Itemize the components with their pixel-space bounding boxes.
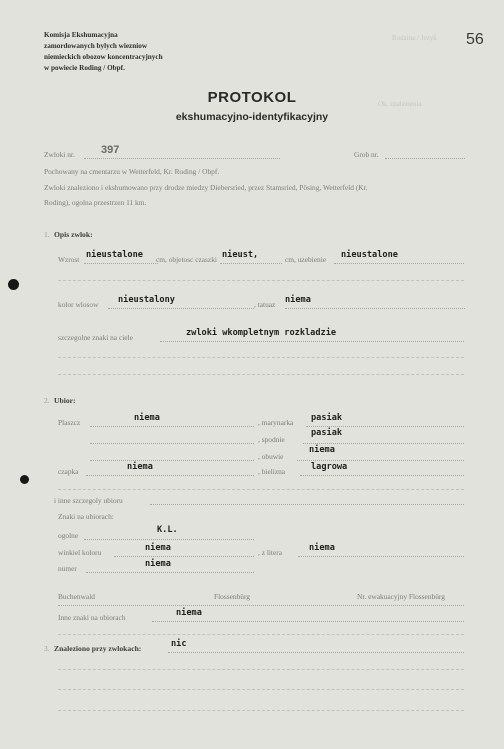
burial-text: Pochowany na cmentarzu w Wetterfeld, Kr. Roding / Obpf.	[44, 167, 220, 176]
clothing-marks-heading: Znaki na ubiorach:	[58, 512, 114, 521]
section3-number: 3.	[44, 644, 50, 653]
faint-note: Ok. znalezienia	[378, 100, 422, 108]
found-text-2: Roding), ogolna przestrzen 11 km.	[44, 198, 147, 207]
hair-color-value: nieustalony	[118, 295, 175, 305]
underwear-value: lagrowa	[311, 462, 348, 472]
jacket-value: pasiak	[311, 413, 343, 423]
cap-value: niema	[127, 462, 153, 472]
coat-value: niema	[134, 413, 160, 423]
triangle-color-value: niema	[145, 543, 171, 553]
other-clothing-marks-label: Inne znaki na ubiorach	[58, 613, 126, 622]
camp-buchenwald: Buchenwald	[58, 592, 95, 601]
document-subtitle: ekshumacyjno-identyfikacyjny	[175, 111, 329, 123]
body-number-label: Zwloki nr.	[44, 150, 75, 159]
general-marks-value: K.L.	[157, 525, 178, 535]
faint-stamp: Rodzina / Jezyk	[392, 34, 437, 42]
document-title: PROTOKOL	[207, 89, 297, 106]
coat-label: Plaszcz	[58, 418, 81, 427]
number-label: numer	[58, 564, 77, 573]
section1-number: 1.	[44, 230, 50, 239]
institution-line-1: Komisja Ekshumacyjna	[44, 31, 118, 39]
items-found-value: nic	[171, 639, 187, 649]
teeth-label: cm, uzebienie	[285, 255, 327, 264]
tattoo-label: , tatuaz	[254, 300, 276, 309]
shoes-value: niema	[309, 445, 335, 455]
tattoo-value: niema	[285, 295, 311, 305]
distinctive-marks-value: zwloki wkompletnym rozkladzie	[186, 328, 337, 338]
evacuation-number-label: Nr. ewakuacyjny Flossenbürg	[357, 592, 445, 601]
section2-heading: Ubior:	[54, 396, 76, 405]
height-unit-label: cm, objetosc czaszki	[156, 255, 217, 264]
letter-label: , z litera	[258, 548, 283, 557]
body-number-value: 397	[101, 144, 120, 156]
jacket-label: , marynarka	[258, 418, 294, 427]
section1-heading: Opis zwlok:	[54, 230, 93, 239]
hair-color-label: kolor wlosow	[58, 300, 99, 309]
section2-number: 2.	[44, 396, 50, 405]
teeth-value: nieustalone	[341, 250, 398, 260]
page-number: 56	[466, 31, 484, 48]
cap-label: czapka	[58, 467, 79, 476]
shoes-label: , obuwie	[258, 452, 284, 461]
letter-value: niema	[309, 543, 335, 553]
camp-flossenburg: Flossenbürg	[214, 592, 251, 601]
triangle-color-label: winkiel koloru	[58, 548, 102, 557]
grave-number-label: Grob nr.	[354, 150, 379, 159]
institution-line-3: niemieckich obozow koncentracyjnych	[44, 53, 163, 61]
skull-value: nieust,	[222, 250, 259, 260]
distinctive-marks-label: szczegolne znaki na ciele	[58, 333, 133, 342]
binder-hole-bottom	[20, 475, 29, 484]
binder-hole-top	[8, 279, 19, 290]
number-value: niema	[145, 559, 171, 569]
height-label: Wzrost	[58, 255, 80, 264]
section3-heading: Znaleziono przy zwlokach:	[54, 644, 142, 653]
found-text-1: Zwloki znaleziono i ekshumowano przy drodze miedzy Diebersried, przez Stamsried, Pösing, Wetterfeld (Kr.	[44, 183, 368, 192]
other-clothing-label: i inne szczegoly ubioru	[54, 496, 123, 505]
general-marks-label: ogolne	[58, 531, 79, 540]
institution-line-2: zamordowanych bylych wiezniow	[44, 42, 148, 50]
other-clothing-marks-value: niema	[176, 608, 202, 618]
institution-line-4: w powiecie Roding / Obpf.	[44, 64, 125, 72]
grave-number-field	[385, 158, 465, 159]
underwear-label: , bielizna	[258, 467, 286, 476]
trousers-label: , spodnie	[258, 435, 285, 444]
trousers-value: pasiak	[311, 428, 343, 438]
height-value: nieustalone	[86, 250, 143, 260]
